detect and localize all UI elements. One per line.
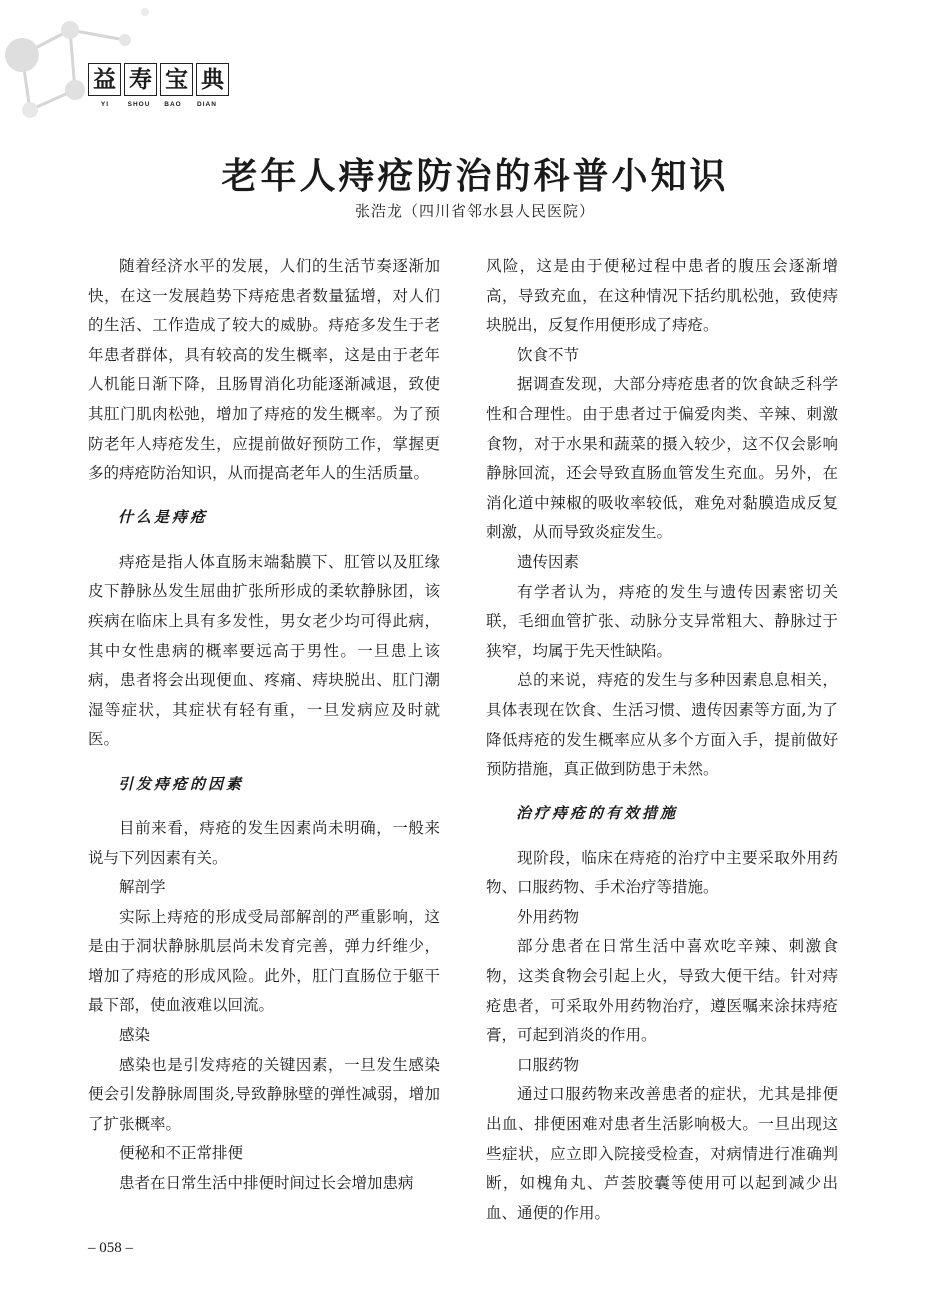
- subheading-constipation: 便秘和不正常排便: [119, 1144, 244, 1163]
- article-title: 老年人痔疮防治的科普小知识: [221, 156, 729, 197]
- molecule-node: [61, 21, 79, 39]
- section-heading-what: 什么是痔疮: [118, 508, 209, 527]
- infection-paragraph: 感染也是引发痔疮的关键因素，一旦发生感染便会引发静脉周围炎,导致静脉壁的弹性减弱，增加了扩张概率。: [88, 1055, 440, 1133]
- brand-char: 宝: [160, 63, 193, 96]
- constipation-continued-paragraph: 风险，这是由于便秘过程中患者的腹压会逐渐增高，导致充血，在这种情况下括约肌松弛，致使痔块脱出，反复作用便形成了痔疮。: [486, 257, 838, 335]
- constipation-paragraph: 患者在日常生活中排便时间过长会增加患病: [119, 1174, 414, 1193]
- brand-pinyin: YI: [100, 101, 110, 108]
- summary-paragraph: 总的来说，痔疮的发生与多种因素息息相关，具体表现在饮食、生活习惯、遗传因素等方面,为了降低痔疮的发生概率应从多个方面入手，提前做好预防措施，真正做到防患于未然。: [486, 671, 838, 779]
- treatment-intro-paragraph: 现阶段，临床在痔疮的治疗中主要采取外用药物、口服药物、手术治疗等措施。: [486, 848, 838, 897]
- anatomy-paragraph: 实际上痔疮的形成受局部解剖的严重影响，这是由于洞状静脉肌层尚未发育完善，弹力纤维少，增加了痔疮的形成风险。此外，肛门直肠位于躯干最下部，使血液难以回流。: [88, 907, 440, 1015]
- article-author: 张浩龙（四川省邻水县人民医院）: [354, 202, 595, 220]
- brand-char: 典: [196, 63, 229, 96]
- page-number: – 058 –: [88, 1240, 133, 1256]
- what-paragraph: 痔疮是指人体直肠末端黏膜下、肛管以及肛缘皮下静脉丛发生屈曲扩张所形成的柔软静脉团，该疾病在临床上具有多发性，男女老少均可得此病，其中女性患病的概率要远高于男性。一旦患上该病，患者将会出现便血、疼痛、痔块脱出、肛门潮湿等症状，其症状有轻有重，一旦发病应及时就医。: [88, 552, 440, 749]
- external-paragraph: 部分患者在日常生活中喜欢吃辛辣、刺激食物，这类食物会引起上火，导致大便干结。针对痔疮患者，可采取外用药物治疗，遵医嘱来涂抹痔疮膏，可起到消炎的作用。: [486, 937, 838, 1045]
- right-column: [486, 252, 838, 1228]
- section-heading-treatment: 治疗痔疮的有效措施: [516, 804, 679, 823]
- intro-paragraph: 随着经济水平的发展，人们的生活节奏逐渐加快，在这一发展趋势下痔疮患者数量猛增，对人们的生活、工作造成了较大的威胁。痔疮多发生于老年患者群体，具有较高的发生概率，这是由于老年人机能日渐下降，且肠胃消化功能逐渐减退，致使其肛门肌肉松弛，增加了痔疮的发生概率。为了预防老年人痔疮发生，应提前做好预防工作，掌握更多的痔疮防治知识，从而提高老年人的生活质量。: [88, 257, 440, 483]
- brand-char: 寿: [124, 63, 157, 96]
- molecule-node: [119, 34, 131, 46]
- column-brand: [88, 63, 229, 108]
- subheading-infection: 感染: [119, 1026, 151, 1045]
- genetic-paragraph: 有学者认为，痔疮的发生与遗传因素密切关联，毛细血管扩张、动脉分支异常粗大、静脉过于狭窄，均属于先天性缺陷。: [486, 582, 838, 660]
- molecule-node: [65, 80, 85, 100]
- brand-pinyin: BAO: [164, 101, 182, 108]
- section-heading-cause: 引发痔疮的因素: [118, 774, 245, 793]
- subheading-oral: 口服药物: [517, 1055, 580, 1074]
- cause-intro-paragraph: 目前来看，痔疮的发生因素尚未明确，一般来说与下列因素有关。: [88, 818, 440, 867]
- left-column: [88, 252, 440, 1199]
- brand-pinyin: SHOU: [127, 101, 151, 108]
- molecule-node: [5, 38, 39, 72]
- subheading-anatomy: 解剖学: [119, 878, 166, 897]
- subheading-genetic: 遗传因素: [517, 552, 580, 571]
- brand-char: 益: [88, 63, 121, 96]
- brand-pinyin: DIAN: [197, 101, 217, 108]
- subheading-diet: 饮食不节: [517, 345, 580, 364]
- diet-paragraph: 据调查发现，大部分痔疮患者的饮食缺乏科学性和合理性。由于患者过于偏爱肉类、辛辣、刺激食物，对于水果和蔬菜的摄入较少，这不仅会影响静脉回流，还会导致直肠血管发生充血。另外，在消化道中辣椒的吸收率较低，难免对黏膜造成反复刺激，从而导致炎症发生。: [486, 375, 838, 542]
- molecule-node: [141, 8, 149, 16]
- oral-paragraph: 通过口服药物来改善患者的症状，尤其是排便出血、排便困难对患者生活影响极大。一旦出现这些症状，应立即入院接受检查，对病情进行准确判断，如槐角丸、芦荟胶囊等使用可以起到减少出血、通便的作用。: [486, 1085, 838, 1222]
- molecule-node: [22, 102, 38, 118]
- subheading-external: 外用药物: [517, 907, 580, 926]
